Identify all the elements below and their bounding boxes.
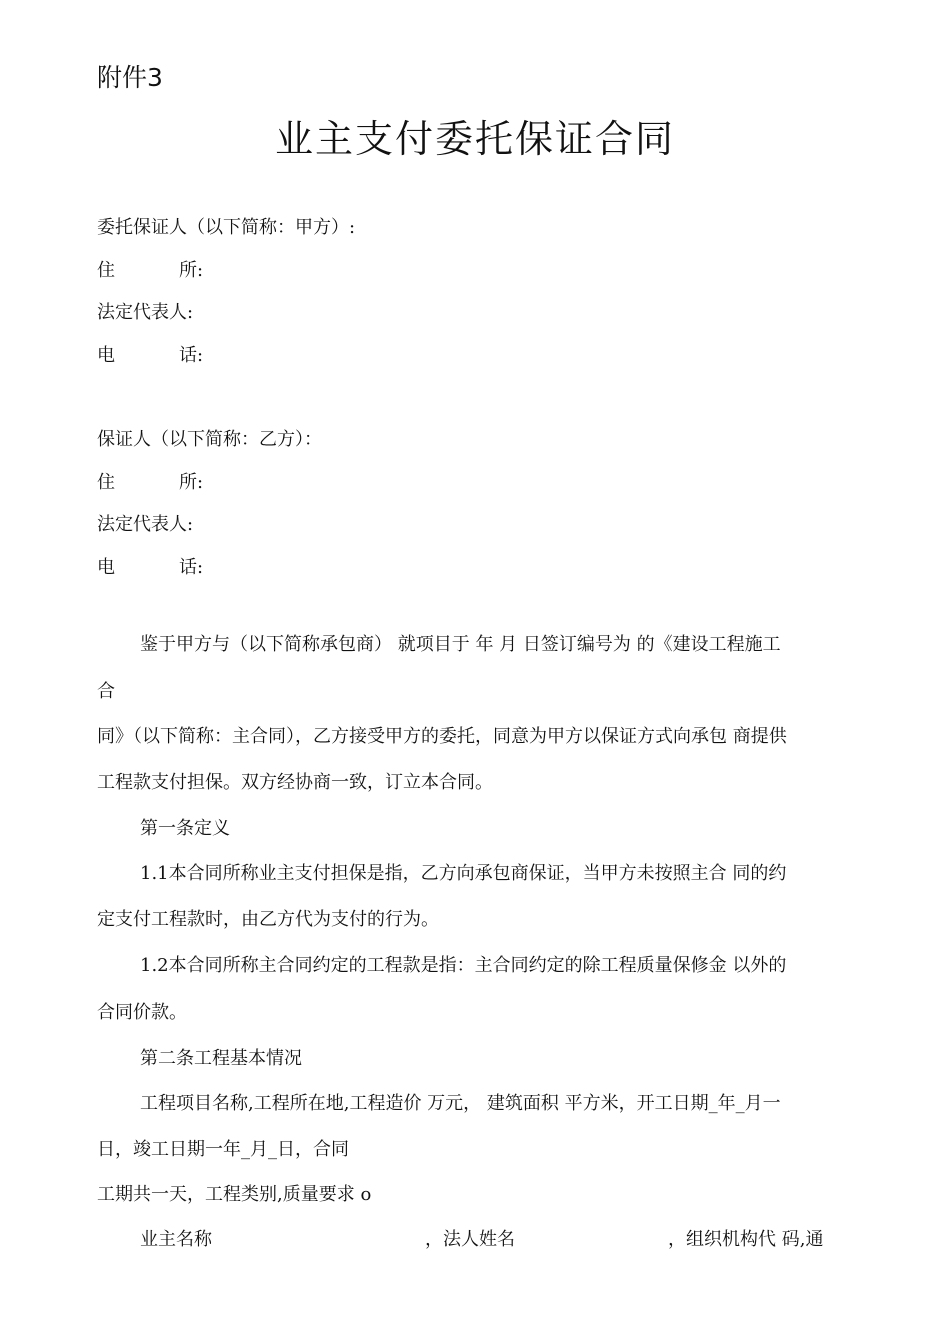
article-2-line-2: 日，竣工日期一年_月_日，合同 <box>97 1139 349 1160</box>
party-a-address-label-1: 住 <box>97 260 115 281</box>
article-1-1-line-2: 定支付工程款时，由乙方代为支付的行为。 <box>97 909 439 930</box>
party-a-rep: 法定代表人: <box>97 302 194 323</box>
para-1-line-1: 鉴于甲方与（以下简称承包商） 就项目于 年 月 日签订编号为 的《建设工程施工 <box>140 634 781 655</box>
party-a-address-label-2: 所: <box>179 260 204 281</box>
party-a-heading: 委托保证人（以下简称：甲方）: <box>97 217 356 238</box>
party-b-address <box>97 468 203 494</box>
party-a-address <box>97 256 203 282</box>
para-1-line-2: 合 <box>97 681 115 702</box>
article-2-line-1: 工程项目名称,工程所在地,工程造价 万元， 建筑面积 平方米，开工日期_年_月一 <box>140 1093 781 1114</box>
legal-name-label: ，法人姓名 <box>425 1229 515 1250</box>
article-1-1-line-1: 1.1本合同所称业主支付担保是指，乙方向承包商保证，当甲方未按照主合 同的约 <box>140 863 787 884</box>
party-a-phone-label-2: 话: <box>179 345 204 366</box>
owner-name-label: 业主名称 <box>140 1229 212 1250</box>
party-a-phone <box>97 341 203 367</box>
para-1-line-3: 同》（以下简称：主合同），乙方接受甲方的委托，同意为甲方以保证方式向承包 商提供 <box>97 726 787 747</box>
party-b-phone-label-2: 话: <box>179 557 204 578</box>
document-title: 业主支付委托保证合同 <box>274 117 675 161</box>
article-1-2-line-1: 1.2本合同所称主合同约定的工程款是指：主合同约定的除工程质量保修金 以外的 <box>140 955 787 976</box>
party-b-address-label-2: 所: <box>179 472 204 493</box>
article-1-title: 第一条定义 <box>140 818 230 839</box>
party-b-heading: 保证人（以下简称：乙方）： <box>97 429 322 450</box>
article-1-2-line-2: 合同价款。 <box>97 1002 187 1023</box>
party-b-phone <box>97 553 203 579</box>
para-1-line-4: 工程款支付担保。双方经协商一致，订立本合同。 <box>97 772 493 793</box>
attachment-label: 附件3 <box>97 63 163 92</box>
party-b-phone-label-1: 电 <box>97 557 115 578</box>
party-b-rep: 法定代表人: <box>97 514 194 535</box>
article-2-line-3: 工期共一天，工程类别,质量要求 o <box>97 1184 372 1205</box>
article-2-title: 第二条工程基本情况 <box>140 1048 302 1069</box>
org-code-label: ，组织机构代 码,通 <box>668 1229 824 1250</box>
party-b-address-label-1: 住 <box>97 472 115 493</box>
party-a-phone-label-1: 电 <box>97 345 115 366</box>
